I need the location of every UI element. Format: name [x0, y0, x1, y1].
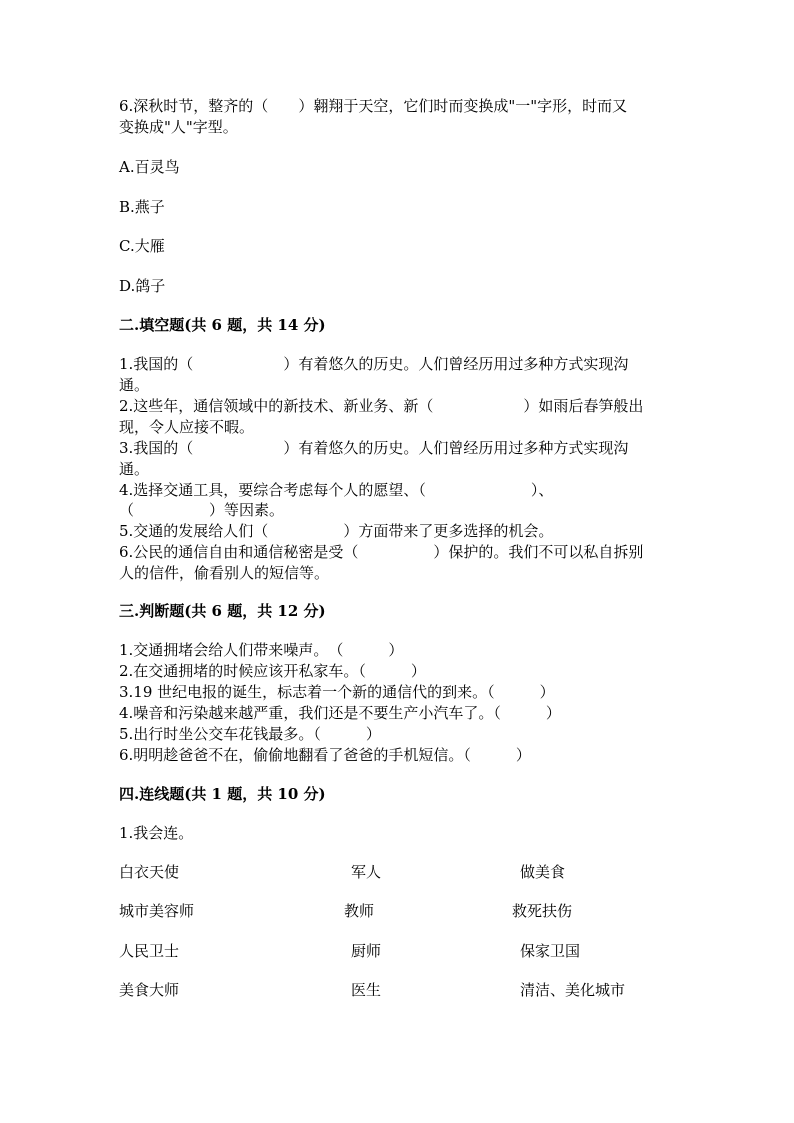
judge-line: 4.噪音和污染越来越严重，我们还是不要生产小汽车了。（ ）	[119, 704, 561, 722]
judge-line: 5.出行时坐公交车花钱最多。（ ）	[119, 725, 381, 743]
option-d: D.鸽子	[119, 277, 166, 295]
match-left-item: 美食大师	[119, 981, 180, 999]
match-left-item: 城市美容师	[119, 902, 195, 920]
fill-line: 2.这些年，通信领域中的新技术、新业务、新（ ）如雨后春笋般出	[119, 397, 644, 415]
fill-line: 通。	[119, 460, 150, 478]
match-middle-item: 教师	[344, 902, 375, 920]
fill-line: 通。	[119, 376, 150, 394]
section-3-heading: 三.判断题(共 6 题，共 12 分)	[119, 602, 326, 620]
fill-line: 3.我国的（ ）有着悠久的历史。人们曾经历用过多种方式实现沟	[119, 439, 629, 457]
match-right-item: 清洁、美化城市	[520, 981, 626, 999]
match-middle-item: 医生	[351, 981, 382, 999]
fill-line: 现，令人应接不暇。	[119, 418, 255, 436]
match-middle-item: 厨师	[351, 942, 382, 960]
fill-line: （ ）等因素。	[119, 501, 285, 519]
section-4-heading: 四.连线题(共 1 题，共 10 分)	[119, 785, 326, 803]
fill-line: 5.交通的发展给人们（ ）方面带来了更多选择的机会。	[119, 522, 554, 540]
judge-line: 6.明明趁爸爸不在，偷偷地翻看了爸爸的手机短信。（ ）	[119, 746, 531, 764]
judge-line: 2.在交通拥堵的时候应该开私家车。（ ）	[119, 662, 426, 680]
section-2-heading: 二.填空题(共 6 题，共 14 分)	[119, 316, 326, 334]
matching-question: 1.我会连。	[119, 824, 194, 842]
judge-line: 3.19 世纪电报的诞生，标志着一个新的通信代的到来。（ ）	[119, 683, 555, 701]
fill-line: 人的信件，偷看别人的短信等。	[119, 564, 330, 582]
question-6-line-1: 6.深秋时节，整齐的（ ）翱翔于天空，它们时而变换成"一"字形，时而又	[119, 97, 628, 115]
option-c: C.大雁	[119, 237, 165, 255]
match-right-item: 救死扶伤	[512, 902, 573, 920]
match-right-item: 保家卫国	[520, 942, 581, 960]
fill-line: 1.我国的（ ）有着悠久的历史。人们曾经历用过多种方式实现沟	[119, 355, 629, 373]
fill-line: 6.公民的通信自由和通信秘密是受（ ）保护的。我们不可以私自拆别	[119, 543, 644, 561]
match-middle-item: 军人	[351, 863, 382, 881]
option-a: A.百灵鸟	[119, 158, 180, 176]
match-left-item: 白衣天使	[119, 863, 180, 881]
match-right-item: 做美食	[520, 863, 566, 881]
question-6-line-2: 变换成"人"字型。	[119, 118, 238, 136]
fill-line: 4.选择交通工具，要综合考虑每个人的愿望、（ ）、	[119, 481, 554, 499]
option-b: B.燕子	[119, 198, 165, 216]
judge-line: 1.交通拥堵会给人们带来噪声。 （ ）	[119, 641, 404, 659]
match-left-item: 人民卫士	[119, 942, 180, 960]
